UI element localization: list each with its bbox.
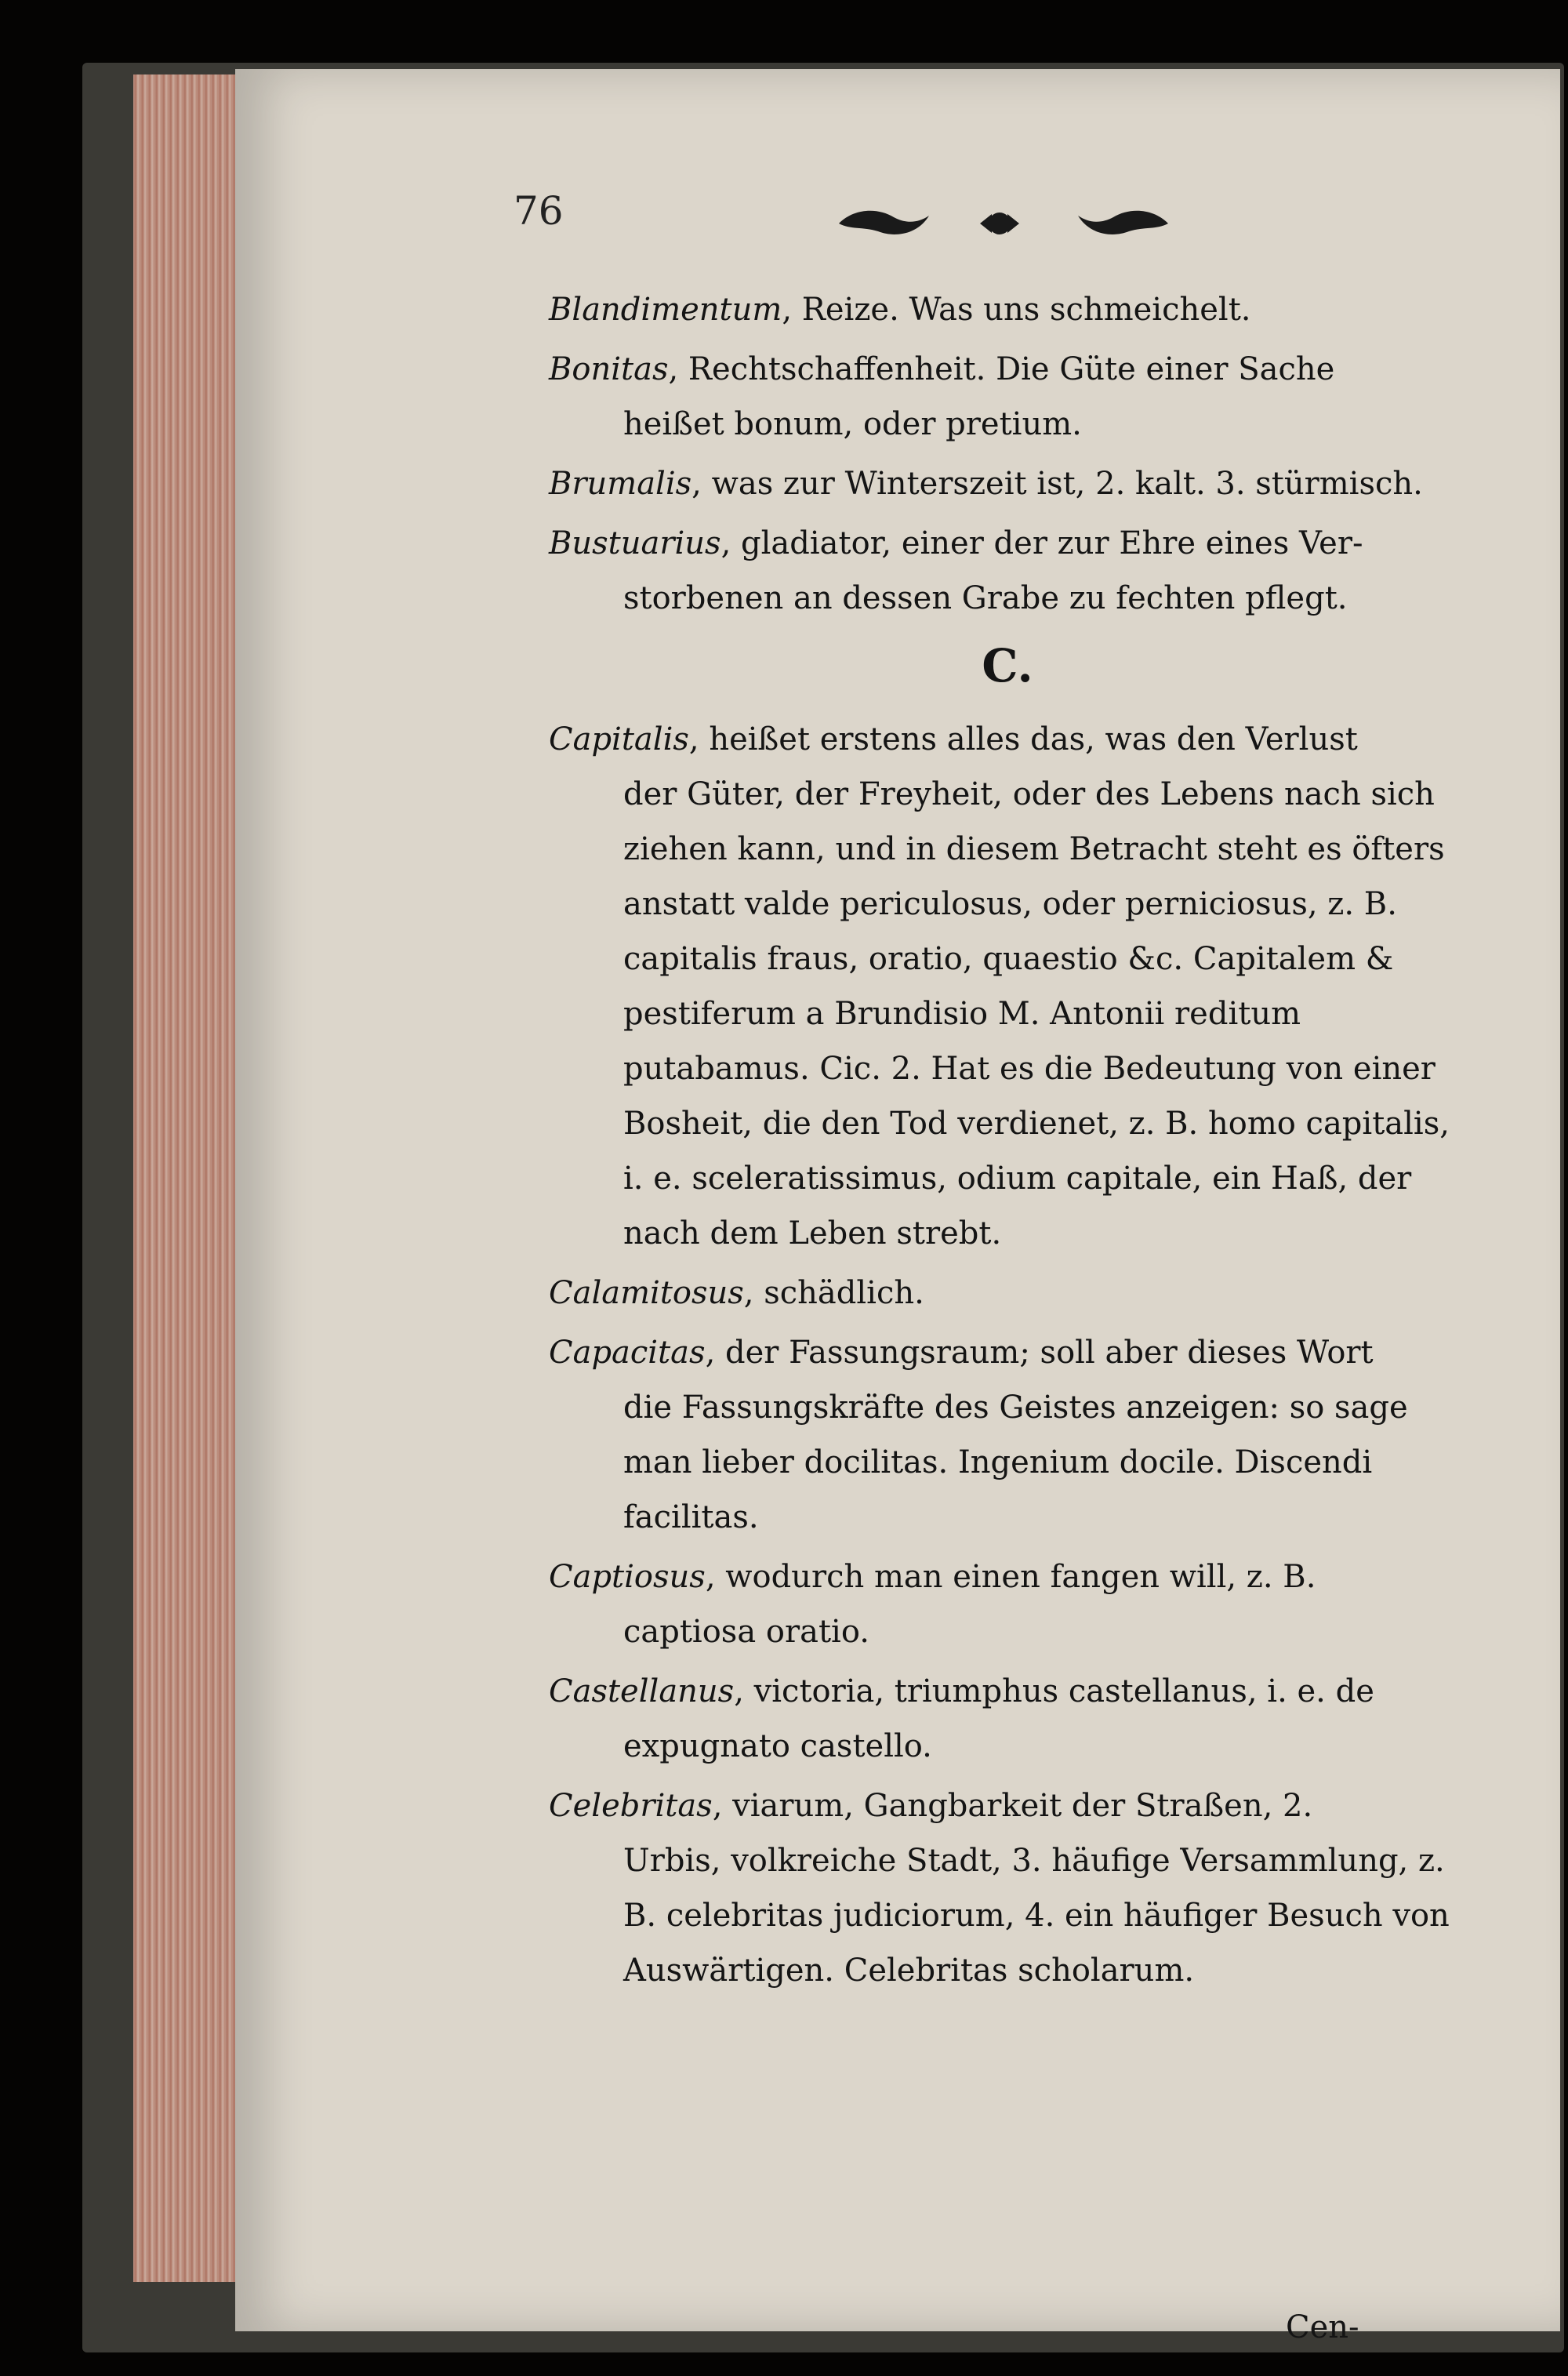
entry-captiosus (549, 1549, 1466, 1659)
entry-text: , victoria, triumphus castellanus, i. e. de (734, 1673, 1374, 1709)
page-number: 76 (514, 188, 564, 234)
entry-continuation: captiosa oratio. (623, 1614, 869, 1650)
catchword: Cen- (1286, 2309, 1359, 2345)
entry-text: , heißet erstens alles das, was den Verlust (688, 721, 1358, 757)
entry-text: , viarum, Gangbarkeit der Straßen, 2. (712, 1788, 1313, 1824)
entry-headword: Bustuarius (549, 525, 721, 561)
entry-headword: Capacitas (549, 1335, 706, 1371)
dictionary-entries (549, 282, 1466, 2003)
entry-headword: Bonitas (549, 351, 669, 387)
entry-continuation: expugnato castello. (623, 1728, 932, 1764)
entry-continuation: Urbis, volkreiche Stadt, 3. häufige Versammlung, z. B. celebritas judiciorum, 4. ein häufiger Besuch von Auswärtigen. Celebritas scholarum. (623, 1843, 1450, 1989)
entry-blandimentum (549, 282, 1466, 337)
entry-capitalis (549, 712, 1466, 1261)
entry-headword: Celebritas (549, 1788, 713, 1824)
entry-headword: Castellanus (549, 1673, 735, 1709)
entry-headword: Brumalis (549, 466, 692, 502)
entry-continuation: heißet bonum, oder pretium. (623, 406, 1082, 442)
entry-text: , Rechtschaffenheit. Die Güte einer Sache (668, 351, 1335, 387)
entry-capacitas (549, 1325, 1466, 1545)
section-letter: C. (982, 639, 1033, 692)
entry-text: , schädlich. (743, 1275, 924, 1311)
entry-text: , Reize. Was uns schmeichelt. (782, 292, 1251, 328)
entry-text: , gladiator, einer der zur Ehre eines Ver- (720, 525, 1363, 561)
entry-text: , was zur Winterszeit ist, 2. kalt. 3. stürmisch. (691, 466, 1423, 502)
entry-bonitas (549, 342, 1466, 452)
decorative-ornament-icon (831, 200, 1176, 247)
entry-headword: Blandimentum (549, 292, 782, 328)
entry-brumalis (549, 456, 1466, 511)
entry-text: , der Fassungsraum; soll aber dieses Wort (705, 1335, 1374, 1371)
entry-headword: Calamitosus (549, 1275, 744, 1311)
entry-continuation: die Fassungskräfte des Geistes anzeigen: so sage man lieber docilitas. Ingenium docile. Discendi facilitas. (623, 1390, 1408, 1535)
entry-celebritas (549, 1778, 1466, 1998)
entry-continuation: der Güter, der Freyheit, oder des Lebens nach sich ziehen kann, und in diesem Betracht steht es öfters anstatt valde periculosus, oder perniciosus, z. B. capitalis fraus, oratio, quaestio &c. Capitalem & pestiferum a Brundisio M. Antonii reditum putabamus. Cic. 2. Hat es die Bedeutung von einer Bosheit, die den Tod verdienet, z. B. homo capitalis, i. e. sceleratissimus, odium capitale, ein Haß, der nach dem Leben strebt. (623, 776, 1450, 1252)
entry-headword: Captiosus (549, 1559, 706, 1595)
entry-castellanus (549, 1664, 1466, 1774)
entry-text: , wodurch man einen fangen will, z. B. (705, 1559, 1316, 1595)
entry-bustuarius (549, 516, 1466, 626)
entry-headword: Capitalis (549, 721, 689, 757)
entry-continuation: storbenen an dessen Grabe zu fechten pflegt. (623, 580, 1348, 616)
entry-calamitosus (549, 1266, 1466, 1321)
